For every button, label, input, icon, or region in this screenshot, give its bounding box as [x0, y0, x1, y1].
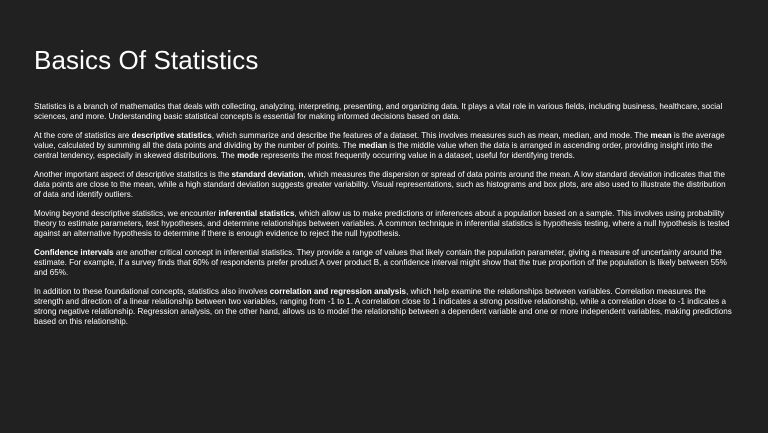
text-run: Statistics is a branch of mathematics that deals with collecting, analyzing, interpreting, presenting, and organizing data. It plays a vital role in various fields, including business, healthcare, social sciences, and more. Understanding basic statistical concepts is essential for making informed decisions based on data. — [34, 102, 723, 121]
text-run: , which help examine the relationships between variables. Correlation measures the strength and direction of a linear relationship between two variables, ranging from -1 to 1. A correlation close to 1 indicates a strong positive relationship, while a correlation close to -1 indicates a strong negative relationship. Regression analysis, on the other hand, allows us to model the relationship between a dependent variable and one or more independent variables, making predictions based on this relationship. — [34, 287, 732, 326]
paragraph-5 — [34, 248, 734, 277]
bold-term: median — [358, 140, 388, 150]
paragraph-3 — [34, 170, 734, 199]
paragraph-6 — [34, 287, 734, 326]
paragraph-4 — [34, 209, 734, 238]
slide-body — [34, 102, 734, 326]
text-run: In addition to these foundational concepts, statistics also involves — [34, 287, 270, 297]
text-run: , which allow us to make predictions or inferences about a population based on a sample. This involves using probability theory to estimate parameters, test hypotheses, and determine relationships between variables. A common technique in inferential statistics is hypothesis testing, where a null hypothesis is tested against an alternative hypothesis to determine if there is enough evidence to reject the null hypothesis. — [34, 209, 730, 238]
slide-title: Basics Of Statistics — [34, 45, 259, 75]
bold-term: descriptive statistics — [131, 131, 212, 141]
paragraph-1 — [34, 102, 734, 122]
bold-term: mean — [650, 131, 672, 141]
bold-term: correlation and regression analysis — [269, 287, 407, 297]
text-run: , which measures the dispersion or spread of data points around the mean. A low standard deviation indicates that the data points are close to the mean, while a high standard deviation suggests greater variability. Visual representations, such as histograms and box plots, are also used to illustrate the distribution of data and identify outliers. — [34, 170, 726, 199]
text-run: is the average value, calculated by summing all the data points and dividing by the number of points. The — [34, 131, 725, 150]
bold-term: inferential statistics — [218, 209, 295, 219]
paragraph-2 — [34, 131, 734, 160]
text-run: are another critical concept in inferential statistics. They provide a range of values that likely contain the population parameter, giving a measure of uncertainty around the estimate. For example, if a survey finds that 60% of respondents prefer product A over product B, a confidence interval might show that the true proportion of the population is likely between 55% and 65%. — [34, 248, 727, 277]
text-run: At the core of statistics are — [34, 131, 132, 141]
text-run: Another important aspect of descriptive statistics is the — [34, 170, 232, 180]
bold-term: standard deviation — [231, 170, 304, 180]
text-run: is the middle value when the data is arranged in ascending order, providing insight into the central tendency, especially in skewed distributions. The — [34, 140, 713, 160]
bold-term: Confidence intervals — [34, 248, 114, 258]
text-run: , which summarize and describe the features of a dataset. This involves measures such as mean, median, and mode. The — [211, 131, 651, 141]
text-run: Moving beyond descriptive statistics, we encounter — [34, 209, 219, 219]
text-run: represents the most frequently occurring value in a dataset, useful for identifying trends. — [258, 150, 575, 160]
bold-term: mode — [237, 150, 259, 160]
